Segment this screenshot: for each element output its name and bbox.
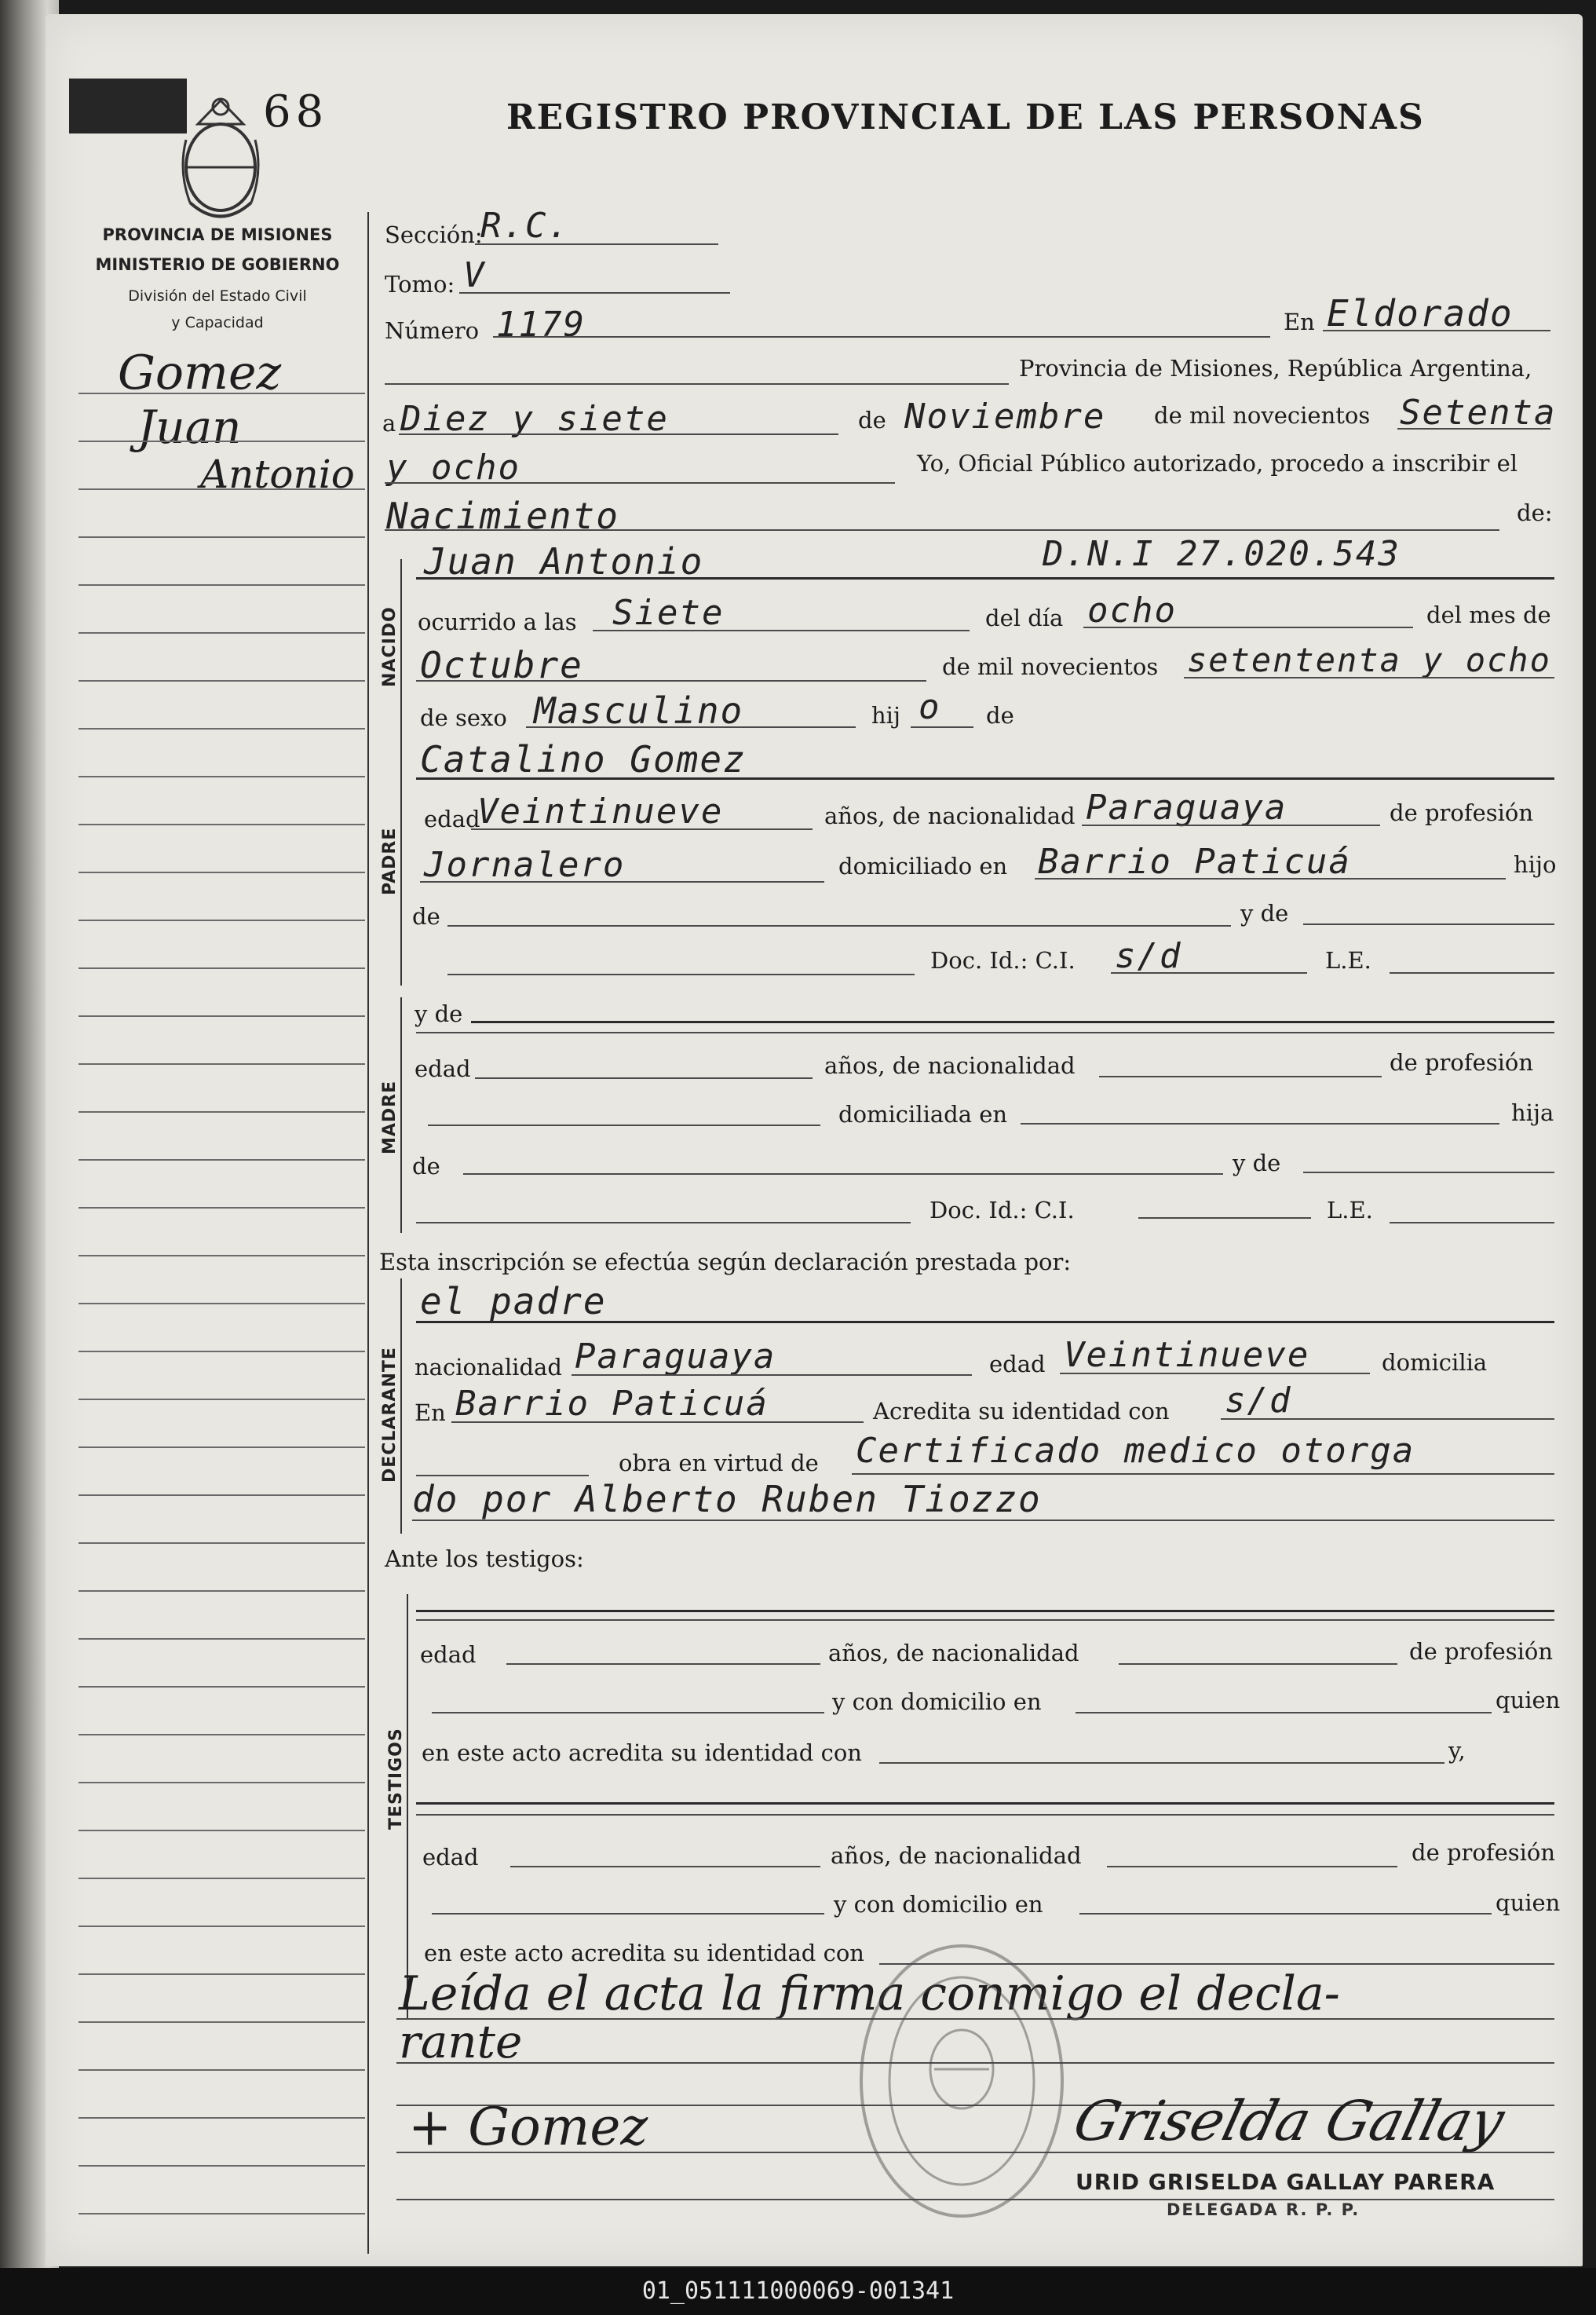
testigo1-profesion-label: de profesión	[1409, 1638, 1554, 1665]
ministry-line-4: y Capacidad	[171, 314, 264, 331]
testigo2-quien-label: quien	[1496, 1889, 1561, 1916]
margin-divider	[367, 212, 369, 2254]
sexo-label: de sexo	[420, 704, 507, 731]
de-label-1: de	[858, 407, 886, 433]
padre-profesion-label: de profesión	[1390, 799, 1534, 826]
padre-hijo-label: hijo	[1514, 851, 1557, 878]
margin-ruled-line	[79, 441, 365, 442]
madre-y-de-label: y de	[415, 1000, 463, 1027]
testigo2-edad-label: edad	[422, 1844, 479, 1871]
margin-ruled-line	[79, 1207, 365, 1209]
acto-value: Nacimiento	[386, 495, 619, 537]
mil-novecientos-label-1: de mil novecientos	[1154, 402, 1371, 429]
section-madre: MADRE	[380, 1080, 400, 1154]
declarante-edad: Veintinueve	[1064, 1335, 1310, 1375]
mes-nac-value: Octubre	[420, 644, 583, 686]
margin-ruled-line	[79, 1351, 365, 1352]
nacido-dni: D.N.I 27.020.543	[1043, 534, 1401, 574]
anio-value-2: y ocho	[386, 448, 520, 488]
ocurrido-label: ocurrido a las	[418, 609, 577, 635]
margin-ruled-line	[79, 536, 365, 538]
testigo1-anos-label: años, de nacionalidad	[828, 1640, 1079, 1666]
margin-ruled-line	[79, 920, 365, 921]
de-colon-label: de:	[1517, 499, 1553, 526]
padre-doc-label: Doc. Id.: C.I.	[930, 947, 1076, 974]
dia-nac-value: ocho	[1087, 591, 1177, 631]
margin-ruled-line	[79, 1446, 365, 1448]
testigo2-domicilio-label: y con domicilio en	[834, 1891, 1043, 1918]
obra-value-2: do por Alberto Ruben Tiozzo	[412, 1478, 1042, 1520]
padre-nombre: Catalino Gomez	[420, 738, 747, 781]
margin-ruled-line	[79, 1494, 365, 1496]
margin-ruled-line	[79, 584, 365, 586]
declarante-edad-label: edad	[989, 1351, 1046, 1377]
redaction-block	[69, 79, 187, 133]
mil-novecientos-label-2: de mil novecientos	[942, 653, 1159, 680]
madre-hija-label: hija	[1511, 1099, 1554, 1126]
ministry-line-1: PROVINCIA DE MISIONES	[102, 225, 333, 244]
testigo1-acredita-label: en este acto acredita su identidad con	[422, 1739, 862, 1766]
declarante-domicilio: Barrio Paticuá	[455, 1384, 769, 1424]
margin-ruled-line	[79, 1111, 365, 1113]
margin-ruled-line	[79, 1015, 365, 1017]
del-mes-label: del mes de	[1426, 602, 1551, 628]
padre-y-de-label: y de	[1240, 900, 1289, 927]
margin-ruled-line	[79, 1734, 365, 1735]
margin-ruled-line	[79, 1399, 365, 1400]
en-label: En	[1284, 309, 1315, 335]
margin-ruled-line	[79, 2021, 365, 2023]
testigo2-anos-label: años, de nacionalidad	[831, 1842, 1082, 1869]
madre-doc-label: Doc. Id.: C.I.	[929, 1197, 1075, 1223]
cierre-linea-2: rante	[399, 2015, 523, 2068]
numero-label: Número	[385, 317, 480, 344]
margin-ruled-line	[79, 776, 365, 777]
padre-domiciliado-label: domiciliado en	[838, 853, 1008, 880]
hij-letra: o	[919, 687, 941, 727]
section-testigos: TESTIGOS	[386, 1728, 406, 1830]
padre-anos-label: años, de nacionalidad	[824, 803, 1076, 829]
tomo-value: V	[463, 255, 486, 295]
testigo1-edad-label: edad	[420, 1641, 477, 1668]
margin-ruled-line	[79, 1638, 365, 1640]
margin-ruled-line	[79, 1830, 365, 1831]
declarante-domicilia-label: domicilia	[1382, 1349, 1488, 1376]
margin-ruled-line	[79, 1542, 365, 1544]
testigo2-acredita-label: en este acto acredita su identidad con	[424, 1940, 864, 1966]
hora-value: Siete	[612, 593, 725, 633]
de-label-2: de	[986, 702, 1014, 729]
margin-ruled-line	[79, 1686, 365, 1688]
margin-ruled-line	[79, 2117, 365, 2119]
testigo1-quien-label: quien	[1496, 1687, 1561, 1713]
anio-value-1: Setenta	[1400, 393, 1557, 433]
a-label: a	[382, 410, 396, 437]
del-dia-label: del día	[985, 605, 1064, 631]
declarante-en-label: En	[415, 1399, 446, 1426]
section-padre: PADRE	[380, 827, 400, 895]
footer-id: 01_051111000069-001341	[0, 2268, 1596, 2315]
margin-ruled-line	[79, 680, 365, 682]
margin-ruled-line	[79, 1590, 365, 1592]
padre-profesion: Jornalero	[424, 845, 626, 885]
page-title: REGISTRO PROVINCIAL DE LAS PERSONAS	[506, 97, 1425, 137]
dia-value: Diez y siete	[400, 399, 669, 439]
margin-ruled-line	[79, 1878, 365, 1879]
testigo1-y-label: y,	[1448, 1737, 1466, 1764]
testigo1-domicilio-label: y con domicilio en	[832, 1688, 1042, 1715]
margin-ruled-line	[79, 2069, 365, 2071]
margin-ruled-line	[79, 1303, 365, 1304]
mes-value: Noviembre	[904, 397, 1106, 437]
margin-ruled-line	[79, 1926, 365, 1927]
margin-ruled-line	[79, 824, 365, 825]
margin-ruled-line	[79, 728, 365, 730]
margin-ruled-line	[79, 2213, 365, 2214]
testigo2-profesion-label: de profesión	[1412, 1839, 1556, 1866]
anio-nac-value: setententa y ocho	[1187, 641, 1551, 679]
declarante-nacionalidad: Paraguaya	[575, 1337, 776, 1377]
section-nacido: NACIDO	[380, 606, 400, 687]
ministry-line-2: MINISTERIO DE GOBIERNO	[95, 255, 340, 274]
margin-first-name: Juan	[137, 400, 242, 454]
madre-de-label: de	[412, 1153, 440, 1179]
madre-anos-label: años, de nacionalidad	[824, 1052, 1076, 1079]
tomo-label: Tomo:	[385, 271, 455, 298]
numero-value: 1179	[496, 305, 586, 345]
nacido-nombre: Juan Antonio	[424, 540, 704, 583]
official-name: URID GRISELDA GALLAY PARERA	[1076, 2169, 1496, 2195]
margin-ruled-line	[79, 393, 365, 394]
ante-testigos-label: Ante los testigos:	[385, 1545, 584, 1572]
padre-le-label: L.E.	[1325, 947, 1371, 974]
padre-edad-label: edad	[424, 806, 480, 832]
padre-ci: s/d	[1115, 936, 1182, 976]
ministry-line-3: División del Estado Civil	[128, 287, 307, 305]
page-number: 68	[263, 86, 329, 137]
acredita-label: Acredita su identidad con	[873, 1398, 1170, 1424]
firma-declarante: + Gomez	[408, 2097, 648, 2157]
margin-ruled-line	[79, 1159, 365, 1161]
madre-edad-label: edad	[415, 1055, 471, 1082]
margin-ruled-line	[79, 967, 365, 969]
obra-value-1: Certificado medico otorga	[856, 1431, 1415, 1471]
official-stamp-icon	[856, 1940, 1068, 2222]
margin-ruled-line	[79, 1973, 365, 1975]
madre-domiciliada-label: domiciliada en	[838, 1101, 1008, 1128]
sexo-value: Masculino	[534, 689, 744, 732]
firma-oficial: Griselda Gallay	[1067, 2089, 1511, 2153]
seccion-value: R.C.	[480, 206, 570, 246]
official-title: DELEGADA R. P. P.	[1167, 2200, 1360, 2219]
madre-profesion-label: de profesión	[1390, 1049, 1534, 1076]
provincia-text: Provincia de Misiones, República Argentina,	[1019, 355, 1532, 382]
hij-label: hij	[871, 702, 900, 729]
obra-virtud-label: obra en virtud de	[619, 1450, 819, 1476]
cierre-linea-1: Leída el acta la firma conmigo el decla-	[399, 1966, 1340, 2021]
margin-ruled-line	[79, 488, 365, 490]
margin-ruled-line	[79, 2165, 365, 2167]
margin-surname: Gomez	[118, 346, 282, 400]
madre-le-label: L.E.	[1327, 1197, 1373, 1223]
declarante-nacionalidad-label: nacionalidad	[415, 1354, 562, 1381]
padre-de-label: de	[412, 903, 440, 930]
margin-ruled-line	[79, 1255, 365, 1256]
margin-ruled-line	[79, 1063, 365, 1065]
margin-ruled-line	[79, 632, 365, 634]
coat-of-arms-icon	[174, 93, 267, 222]
declarante-identidad: s/d	[1225, 1381, 1292, 1421]
madre-y-de-label-2: y de	[1233, 1150, 1281, 1176]
seccion-label: Sección:	[385, 221, 483, 248]
padre-edad: Veintinueve	[477, 792, 724, 832]
declaracion-text: Esta inscripción se efectúa según declaración prestada por:	[379, 1249, 1072, 1275]
padre-domicilio: Barrio Paticuá	[1038, 842, 1351, 882]
margin-ruled-line	[79, 1782, 365, 1783]
oficial-text: Yo, Oficial Público autorizado, procedo a inscribir el	[917, 450, 1518, 477]
padre-nacionalidad: Paraguaya	[1086, 788, 1287, 828]
margin-ruled-line	[79, 872, 365, 873]
margin-second-name: Antonio	[200, 452, 355, 497]
declarante-value: el padre	[420, 1280, 607, 1322]
section-declarante: DECLARANTE	[380, 1347, 400, 1483]
lugar-value: Eldorado	[1327, 292, 1514, 335]
